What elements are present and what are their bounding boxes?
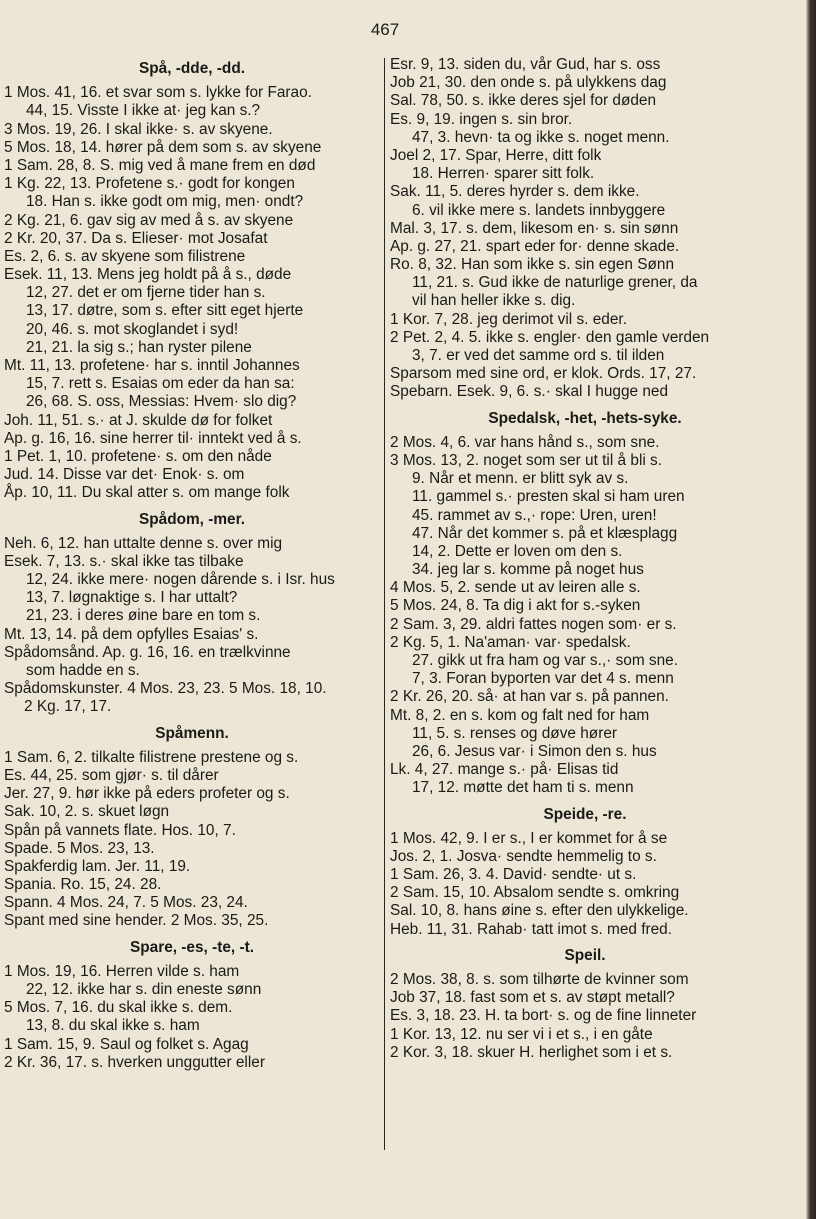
index-entry: 2 Kg. 17, 17. [24, 698, 112, 716]
index-entry: 1 Sam. 6, 2. tilkalte filistrene prestene og s. [4, 748, 299, 766]
index-entry: Esr. 9, 13. siden du, vår Gud, har s. oss [390, 56, 661, 73]
index-entry: Jud. 14. Disse var det· Enok· s. om [4, 466, 245, 484]
index-entry: 5 Mos. 24, 8. Ta dig i akt for s.-syken [390, 597, 641, 615]
index-entry: 17, 12. møtte det ham ti s. menn [412, 779, 634, 797]
index-entry: 47. Når det kommer s. på et klæsplagg [412, 524, 678, 542]
index-entry: 1 Kor. 7, 28. jeg derimot vil s. eder. [390, 310, 627, 328]
index-entry: 15, 7. rett s. Esaias om eder da han sa: [26, 375, 295, 393]
left-column [4, 56, 380, 1072]
index-entry: 26, 6. Jesus var· i Simon den s. hus [412, 742, 657, 760]
index-entry: Spådomskunster. 4 Mos. 23, 23. 5 Mos. 18, 10. [4, 680, 327, 698]
index-entry: 34. jeg lar s. komme på noget hus [412, 561, 644, 579]
index-entry: vil han heller ikke s. dig. [412, 292, 576, 310]
index-entry: 5 Mos. 18, 14. hører på dem som s. av skyene [4, 138, 322, 156]
index-entry: Spådomsånd. Ap. g. 16, 16. en trælkvinne [4, 643, 291, 661]
index-entry: 11. gammel s.· presten skal si ham uren [412, 488, 685, 506]
index-entry: som hadde en s. [26, 662, 140, 679]
index-entry: 12, 27. det er om fjerne tider han s. [26, 284, 266, 302]
index-entry: Job 21, 30. den onde s. på ulykkens dag [390, 74, 667, 92]
index-entry: Mt. 11, 13. profetene· har s. inntil Johannes [4, 357, 300, 374]
index-entry: Mt. 13, 14. på dem opfylles Esaias' s. [4, 625, 259, 643]
index-entry: 1 Mos. 19, 16. Herren vilde s. ham [4, 962, 240, 980]
section-heading: Speide, -re. [543, 805, 627, 823]
index-entry: Mal. 3, 17. s. dem, likesom en· s. sin sønn [390, 219, 679, 237]
index-entry: Spebarn. Esek. 9, 6. s.· skal I hugge ned [390, 383, 669, 401]
index-entry: Ro. 8, 32. Han som ikke s. sin egen Sønn [390, 256, 675, 274]
index-entry: 2 Mos. 4, 6. var hans hånd s., som sne. [390, 433, 660, 451]
index-entry: Ap. g. 16, 16. sine herrer til· inntekt ved å s. [4, 429, 302, 447]
index-entry: Esek. 11, 13. Mens jeg holdt på å s., døde [4, 266, 292, 284]
index-entry: 3 Mos. 13, 2. noget som ser ut til å bli s. [390, 451, 663, 469]
index-entry: Es. 2, 6. s. av skyene som filistrene [4, 247, 246, 265]
index-entry: Es. 3, 18. 23. H. ta bort· s. og de fine linneter [390, 1007, 697, 1025]
index-entry: 13, 17. døtre, som s. efter sitt eget hjerte [26, 302, 304, 320]
index-entry: 14, 2. Dette er loven om den s. [412, 542, 623, 560]
index-entry: Åp. 10, 11. Du skal atter s. om mange folk [4, 484, 290, 502]
index-entry: Es. 9, 19. ingen s. sin bror. [390, 110, 573, 128]
index-entry: 1 Mos. 41, 16. et svar som s. lykke for Farao. [4, 84, 312, 102]
index-entry: Spant med sine hender. 2 Mos. 35, 25. [4, 912, 269, 930]
index-entry: Es. 44, 25. som gjør· s. til dårer [4, 766, 219, 784]
index-entry: 47, 3. hevn· ta og ikke s. noget menn. [412, 128, 670, 146]
section-heading: Speil. [564, 946, 606, 964]
section-heading: Spåmenn. [155, 724, 229, 742]
index-entry: Lk. 4, 27. mange s.· på· Elisas tid [390, 761, 619, 779]
index-entry: 6. vil ikke mere s. landets innbyggere [412, 201, 666, 219]
column-divider [384, 58, 385, 1150]
index-entry: 18. Herren· sparer sitt folk. [412, 165, 595, 183]
index-entry: Jer. 27, 9. hør ikke på eders profeter og s. [4, 785, 290, 803]
index-entry: Joh. 11, 51. s.· at J. skulde dø for folket [4, 411, 273, 429]
index-entry: Spade. 5 Mos. 23, 13. [4, 839, 155, 857]
index-entry: Sak. 11, 5. deres hyrder s. dem ikke. [390, 183, 640, 201]
section-heading: Spådom, -mer. [138, 510, 246, 528]
index-entry: 26, 68. S. oss, Messias: Hvem· slo dig? [26, 393, 297, 411]
index-entry: 20, 46. s. mot skoglandet i syd! [26, 320, 239, 338]
index-entry: 13, 8. du skal ikke s. ham [26, 1017, 200, 1035]
index-entry: Sak. 10, 2. s. skuet løgn [4, 803, 170, 821]
index-entry: 1 Mos. 42, 9. I er s., I er kommet for å se [390, 829, 668, 847]
index-entry: 1 Kg. 22, 13. Profetene s.· godt for kongen [4, 175, 295, 193]
index-entry: Heb. 11, 31. Rahab· tatt imot s. med fred. [390, 920, 673, 938]
index-entry: 1 Sam. 26, 3. 4. David· sendte· ut s. [390, 866, 637, 884]
index-entry: Sparsom med sine ord, er klok. Ords. 17, 27. [390, 365, 697, 383]
index-entry: Spakferdig lam. Jer. 11, 19. [4, 857, 191, 875]
index-entry: Spån på vannets flate. Hos. 10, 7. [4, 821, 236, 839]
index-entry: 1 Pet. 1, 10. profetene· s. om den nåde [4, 447, 272, 465]
index-entry: 44, 15. Visste I ikke at· jeg kan s.? [26, 102, 261, 120]
index-entry: 12, 24. ikke mere· nogen dårende s. i Isr. hus [26, 571, 335, 589]
index-entry: Job 37, 18. fast som et s. av støpt metall? [390, 989, 675, 1007]
index-entry: 9. Når et menn. er blitt syk av s. [412, 470, 629, 488]
index-entry: 11, 5. s. renses og døve hører [412, 724, 618, 742]
index-entry: 2 Kr. 20, 37. Da s. Elieser· mot Josafat [4, 229, 268, 247]
index-entry: 2 Kr. 26, 20. så· at han var s. på pannen. [390, 688, 669, 706]
index-entry: 11, 21. s. Gud ikke de naturlige grener, da [412, 274, 698, 292]
index-entry: 4 Mos. 5, 2. sende ut av leiren alle s. [390, 579, 641, 597]
index-entry: 21, 23. i deres øine bare en tom s. [26, 607, 261, 625]
section-heading: Spare, -es, -te, -t. [129, 938, 254, 956]
index-entry: 2 Kr. 36, 17. s. hverken unggutter eller [4, 1053, 265, 1071]
index-entry: 1 Kor. 13, 12. nu ser vi i et s., i en gåte [390, 1025, 653, 1043]
index-entry: 2 Mos. 38, 8. s. som tilhørte de kvinner som [390, 971, 689, 988]
index-entry: Sal. 78, 50. s. ikke deres sjel for døden [390, 92, 657, 110]
right-column [390, 56, 780, 1062]
section-heading: Spå, -dde, -dd. [138, 60, 246, 77]
section-heading: Spedalsk, -het, -hets-syke. [488, 409, 682, 427]
index-entry: Spania. Ro. 15, 24. 28. [4, 876, 162, 894]
index-entry: 5 Mos. 7, 16. du skal ikke s. dem. [4, 999, 233, 1017]
index-entry: Joel 2, 17. Spar, Herre, ditt folk [390, 146, 602, 164]
index-entry: Mt. 8, 2. en s. kom og falt ned for ham [390, 706, 650, 724]
index-entry: Jos. 2, 1. Josva· sendte hemmelig to s. [390, 847, 657, 865]
index-entry: Spann. 4 Mos. 24, 7. 5 Mos. 23, 24. [4, 894, 248, 912]
index-entry: 22, 12. ikke har s. din eneste sønn [26, 981, 262, 998]
index-entry: 7, 3. Foran byporten var det 4 s. menn [412, 670, 674, 688]
page-edge [806, 0, 816, 1219]
page-number: 467 [370, 20, 400, 39]
index-entry: 3, 7. er ved det samme ord s. til ilden [412, 347, 665, 364]
index-entry: 2 Sam. 3, 29. aldri fattes nogen som· er s. [390, 615, 677, 633]
index-entry: 1 Sam. 15, 9. Saul og folket s. Agag [4, 1035, 249, 1053]
index-entry: Ap. g. 27, 21. spart eder for· denne skade. [390, 237, 680, 255]
index-entry: 2 Kor. 3, 18. skuer H. herlighet som i et s. [390, 1043, 673, 1061]
index-entry: 2 Kg. 21, 6. gav sig av med å s. av skyene [4, 211, 294, 229]
index-entry: Esek. 7, 13. s.· skal ikke tas tilbake [4, 552, 244, 570]
index-entry: 13, 7. løgnaktige s. I har uttalt? [26, 589, 238, 607]
index-entry: 2 Pet. 2, 4. 5. ikke s. engler· den gamle verden [390, 328, 710, 346]
index-entry: 27. gikk ut fra ham og var s.,· som sne. [412, 652, 679, 669]
index-entry: 1 Sam. 28, 8. S. mig ved å mane frem en død [4, 156, 316, 174]
index-entry: 2 Sam. 15, 10. Absalom sendte s. omkring [390, 884, 680, 902]
index-entry: 2 Kg. 5, 1. Na'aman· var· spedalsk. [390, 633, 631, 651]
index-entry: Sal. 10, 8. hans øine s. efter den ulykkelige. [390, 902, 689, 920]
index-entry: 3 Mos. 19, 26. I skal ikke· s. av skyene. [4, 120, 273, 138]
index-entry: 21, 21. la sig s.; han ryster pilene [26, 338, 252, 356]
index-entry: 18. Han s. ikke godt om mig, men· ondt? [26, 193, 304, 211]
index-entry: 45. rammet av s.,· rope: Uren, uren! [412, 506, 657, 524]
index-entry: Neh. 6, 12. han uttalte denne s. over mig [4, 534, 283, 552]
